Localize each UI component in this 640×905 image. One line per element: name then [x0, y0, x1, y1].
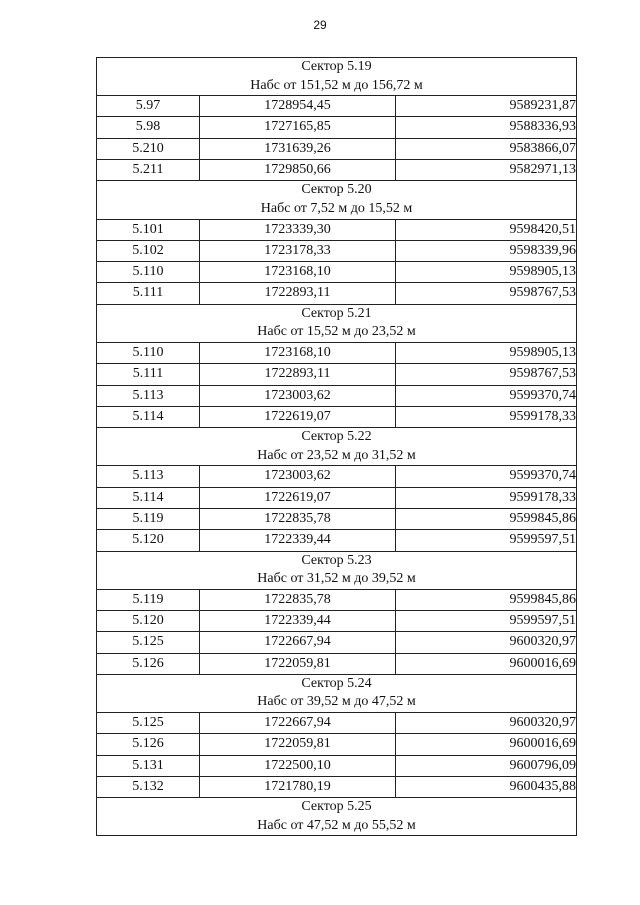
x-coordinate: 1722500,10 [200, 755, 396, 776]
page-number: 29 [313, 18, 327, 32]
y-coordinate: 9582971,13 [396, 160, 577, 181]
point-number: 5.113 [97, 466, 200, 487]
sector-header [97, 674, 577, 712]
x-coordinate: 1722835,78 [200, 589, 396, 610]
y-coordinate: 9599370,74 [396, 385, 577, 406]
y-coordinate: 9589231,87 [396, 96, 577, 117]
y-coordinate: 9599845,86 [396, 508, 577, 529]
sector-height-range: Набс от 15,52 м до 23,52 м [257, 324, 416, 340]
sector-header-row [97, 181, 577, 219]
x-coordinate: 1731639,26 [200, 138, 396, 159]
sector-title: Сектор 5.21 [301, 305, 372, 321]
point-number: 5.98 [97, 117, 200, 138]
y-coordinate: 9588336,93 [396, 117, 577, 138]
y-coordinate: 9600320,97 [396, 632, 577, 653]
point-number: 5.110 [97, 262, 200, 283]
table-row [97, 385, 577, 406]
sector-header [97, 181, 577, 219]
table-row [97, 530, 577, 551]
table-row [97, 406, 577, 427]
x-coordinate: 1723178,33 [200, 240, 396, 261]
x-coordinate: 1727165,85 [200, 117, 396, 138]
table-row [97, 219, 577, 240]
point-number: 5.131 [97, 755, 200, 776]
sector-header-row [97, 304, 577, 342]
y-coordinate: 9598767,53 [396, 283, 577, 304]
x-coordinate: 1722059,81 [200, 734, 396, 755]
point-number: 5.114 [97, 406, 200, 427]
point-number: 5.97 [97, 96, 200, 117]
x-coordinate: 1723168,10 [200, 262, 396, 283]
y-coordinate: 9600796,09 [396, 755, 577, 776]
x-coordinate: 1722835,78 [200, 508, 396, 529]
y-coordinate: 9599370,74 [396, 466, 577, 487]
point-number: 5.120 [97, 530, 200, 551]
y-coordinate: 9598420,51 [396, 219, 577, 240]
table-row [97, 96, 577, 117]
sector-header-row [97, 58, 577, 96]
sector-header [97, 304, 577, 342]
y-coordinate: 9598767,53 [396, 364, 577, 385]
y-coordinate: 9600016,69 [396, 653, 577, 674]
point-number: 5.126 [97, 653, 200, 674]
point-number: 5.111 [97, 283, 200, 304]
point-number: 5.111 [97, 364, 200, 385]
x-coordinate: 1721780,19 [200, 776, 396, 797]
x-coordinate: 1722667,94 [200, 632, 396, 653]
y-coordinate: 9599178,33 [396, 406, 577, 427]
table-row [97, 508, 577, 529]
x-coordinate: 1729850,66 [200, 160, 396, 181]
table-row [97, 734, 577, 755]
sector-header [97, 58, 577, 96]
y-coordinate: 9600435,88 [396, 776, 577, 797]
point-number: 5.120 [97, 610, 200, 631]
x-coordinate: 1728954,45 [200, 96, 396, 117]
sector-title: Сектор 5.23 [301, 552, 372, 568]
y-coordinate: 9598339,96 [396, 240, 577, 261]
y-coordinate: 9598905,13 [396, 262, 577, 283]
sector-header [97, 428, 577, 466]
sector-header-row [97, 551, 577, 589]
sector-height-range: Набс от 23,52 м до 31,52 м [257, 447, 416, 463]
point-number: 5.114 [97, 487, 200, 508]
x-coordinate: 1722619,07 [200, 406, 396, 427]
x-coordinate: 1723168,10 [200, 342, 396, 363]
x-coordinate: 1722893,11 [200, 364, 396, 385]
sector-height-range: Набс от 31,52 м до 39,52 м [257, 571, 416, 587]
table-row [97, 466, 577, 487]
x-coordinate: 1722893,11 [200, 283, 396, 304]
table-row [97, 262, 577, 283]
sector-header [97, 798, 577, 836]
point-number: 5.119 [97, 589, 200, 610]
point-number: 5.210 [97, 138, 200, 159]
sector-header [97, 551, 577, 589]
point-number: 5.102 [97, 240, 200, 261]
point-number: 5.125 [97, 632, 200, 653]
sector-height-range: Набс от 47,52 м до 55,52 м [257, 817, 416, 833]
sector-header-row [97, 428, 577, 466]
table-row [97, 632, 577, 653]
y-coordinate: 9600320,97 [396, 713, 577, 734]
point-number: 5.113 [97, 385, 200, 406]
table-row [97, 776, 577, 797]
x-coordinate: 1723339,30 [200, 219, 396, 240]
sector-title: Сектор 5.19 [301, 59, 372, 74]
table-row [97, 240, 577, 261]
table-row [97, 364, 577, 385]
x-coordinate: 1722339,44 [200, 530, 396, 551]
point-number: 5.101 [97, 219, 200, 240]
table-row [97, 117, 577, 138]
point-number: 5.132 [97, 776, 200, 797]
table-row [97, 487, 577, 508]
x-coordinate: 1722619,07 [200, 487, 396, 508]
table-row [97, 283, 577, 304]
point-number: 5.110 [97, 342, 200, 363]
sector-title: Сектор 5.25 [301, 799, 372, 815]
point-number: 5.125 [97, 713, 200, 734]
x-coordinate: 1723003,62 [200, 466, 396, 487]
x-coordinate: 1722339,44 [200, 610, 396, 631]
x-coordinate: 1722667,94 [200, 713, 396, 734]
x-coordinate: 1723003,62 [200, 385, 396, 406]
table-row [97, 653, 577, 674]
y-coordinate: 9598905,13 [396, 342, 577, 363]
sector-title: Сектор 5.22 [301, 429, 372, 445]
point-number: 5.211 [97, 160, 200, 181]
y-coordinate: 9600016,69 [396, 734, 577, 755]
table-row [97, 713, 577, 734]
sector-title: Сектор 5.24 [301, 675, 372, 691]
table-row [97, 342, 577, 363]
sector-header-row [97, 674, 577, 712]
sector-height-range: Набс от 151,52 м до 156,72 м [250, 77, 423, 93]
x-coordinate: 1722059,81 [200, 653, 396, 674]
point-number: 5.126 [97, 734, 200, 755]
table-row [97, 589, 577, 610]
table-row [97, 138, 577, 159]
sector-height-range: Набс от 39,52 м до 47,52 м [257, 694, 416, 710]
y-coordinate: 9599178,33 [396, 487, 577, 508]
y-coordinate: 9583866,07 [396, 138, 577, 159]
sector-header-row [97, 798, 577, 836]
sector-title: Сектор 5.20 [301, 182, 372, 198]
coordinates-table-body [97, 58, 577, 836]
table-row [97, 755, 577, 776]
table-row [97, 160, 577, 181]
y-coordinate: 9599597,51 [396, 610, 577, 631]
y-coordinate: 9599845,86 [396, 589, 577, 610]
sector-height-range: Набс от 7,52 м до 15,52 м [260, 200, 413, 216]
point-number: 5.119 [97, 508, 200, 529]
coordinates-table [96, 57, 577, 836]
table-row [97, 610, 577, 631]
y-coordinate: 9599597,51 [396, 530, 577, 551]
